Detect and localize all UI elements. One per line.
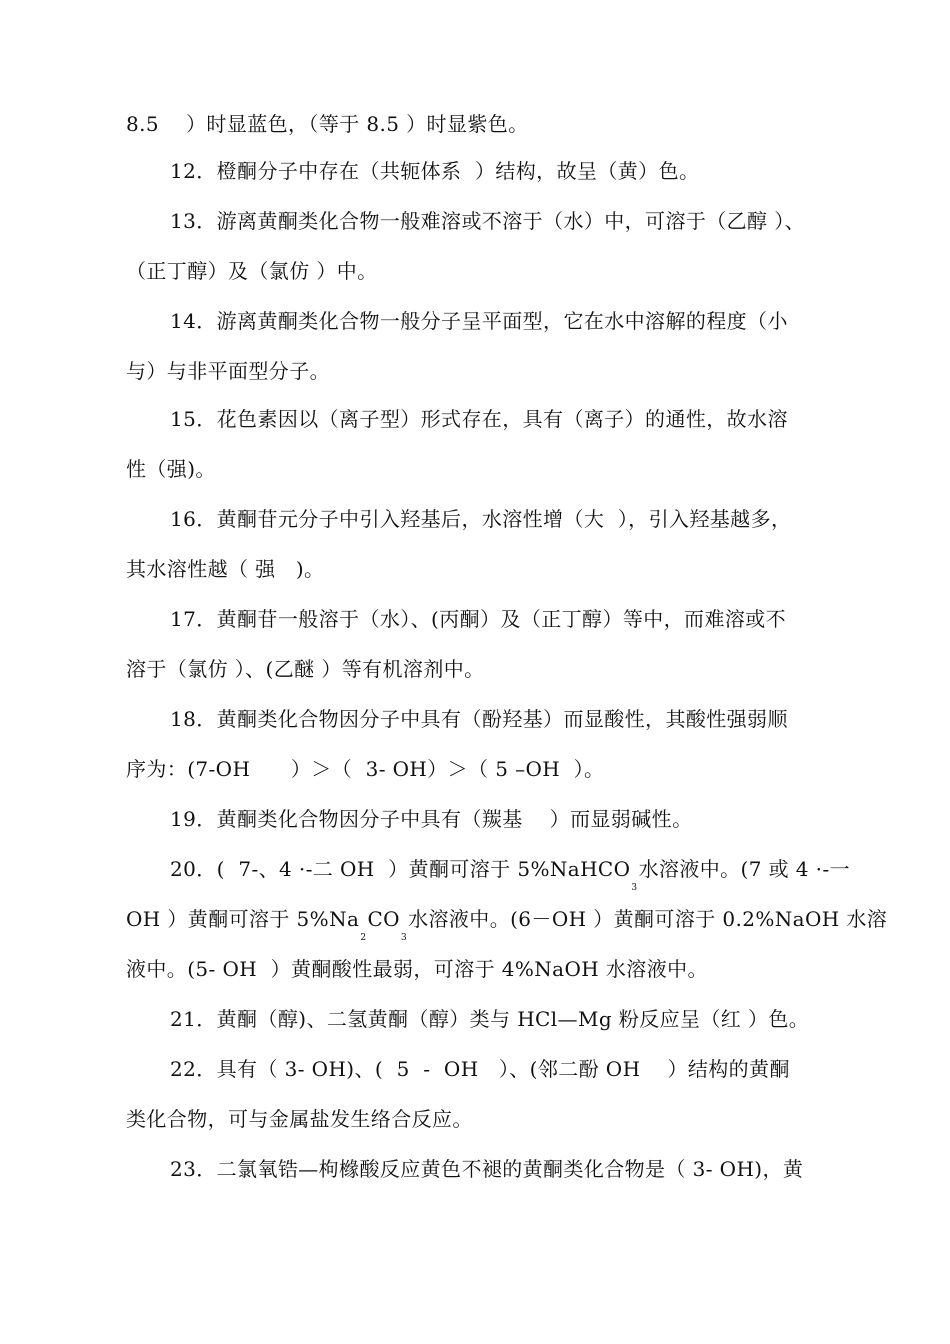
line-text: 液中。(5- OH ）黄酮酸性最弱，可溶于 4%NaOH 水溶液中。 [126, 957, 708, 981]
text-line [170, 1005, 809, 1033]
text-line [126, 257, 378, 285]
line-text: 17．黄酮苷一般溶于（水）、(丙酮）及（正丁醇）等中，而难溶或不 [170, 607, 787, 631]
text-line [170, 405, 788, 433]
text-line [126, 1105, 473, 1133]
text-line [170, 855, 850, 893]
line-text: 与）与非平面型分子。 [126, 359, 330, 383]
text-line [126, 555, 324, 583]
line-text: 序为：(7-OH ）＞（ 3- OH）＞（ 5 –OH ）。 [126, 757, 605, 781]
line-text: 16．黄酮苷元分子中引入羟基后，水溶性增（大 ），引入羟基越多， [170, 507, 792, 531]
text-line [126, 357, 330, 385]
text-line [170, 805, 692, 833]
text-line [126, 755, 604, 783]
subscript: 2 [360, 933, 367, 943]
text-line [126, 905, 887, 943]
subscript: 3 [400, 933, 408, 943]
line-text: （正丁醇）及（氯仿 ）中。 [126, 259, 378, 283]
text-line [126, 955, 708, 983]
text-line [170, 1055, 790, 1083]
line-text: 22．具有（ 3- OH)、( 5 - OH ）、(邻二酚 OH ）结构的黄酮 [170, 1057, 790, 1081]
text-line [126, 455, 216, 483]
line-text: 19．黄酮类化合物因分子中具有（羰基 ）而显弱碱性。 [170, 807, 693, 831]
text-line [170, 1155, 803, 1183]
line-text: 类化合物，可与金属盐发生络合反应。 [126, 1107, 473, 1131]
line-text: 20．( 7-、4 ·-二 OH ）黄酮可溶于 5%NaHCO [170, 857, 631, 881]
line-text: 23．二氯氧锆—枸橼酸反应黄色不褪的黄酮类化合物是（ 3- OH)，黄 [170, 1157, 804, 1181]
line-text: OH ）黄酮可溶于 5%Na [126, 907, 360, 931]
line-text: 18．黄酮类化合物因分子中具有（酚羟基）而显酸性，其酸性强弱顺 [170, 707, 788, 731]
line-text: 15．花色素因以（离子型）形式存在，具有（离子）的通性，故水溶 [170, 407, 788, 431]
text-line [170, 207, 805, 235]
text-line [170, 705, 788, 733]
text-line [170, 307, 788, 335]
subscript: 3 [631, 883, 638, 893]
text-line [126, 655, 485, 683]
text-line [170, 505, 791, 533]
line-text: 8.5 ）时显蓝色，（等于 8.5 ）时显紫色。 [126, 112, 529, 136]
line-text: 水溶液中。(7 或 4 ·-一 [638, 857, 851, 881]
line-text: 12．橙酮分子中存在（共轭体系 ）结构，故呈（黄）色。 [170, 159, 700, 183]
text-line [126, 110, 529, 138]
line-text: CO [367, 907, 400, 931]
line-text: 13．游离黄酮类化合物一般难溶或不溶于（水）中，可溶于（乙醇 ）、 [170, 209, 806, 233]
text-line [170, 605, 786, 633]
line-text: 溶于（氯仿 ）、(乙醚 ）等有机溶剂中。 [126, 657, 485, 681]
line-text: 其水溶性越（ 强 )。 [126, 557, 325, 581]
line-text: 性（强)。 [126, 457, 216, 481]
line-text: 21．黄酮（醇)、二氢黄酮（醇）类与 HCl—Mg 粉反应呈（红 ）色。 [170, 1007, 810, 1031]
text-line [170, 157, 699, 185]
line-text: 14．游离黄酮类化合物一般分子呈平面型，它在水中溶解的程度（小 [170, 309, 788, 333]
line-text: 水溶液中。(6－OH ）黄酮可溶于 0.2%NaOH 水溶 [408, 907, 888, 931]
